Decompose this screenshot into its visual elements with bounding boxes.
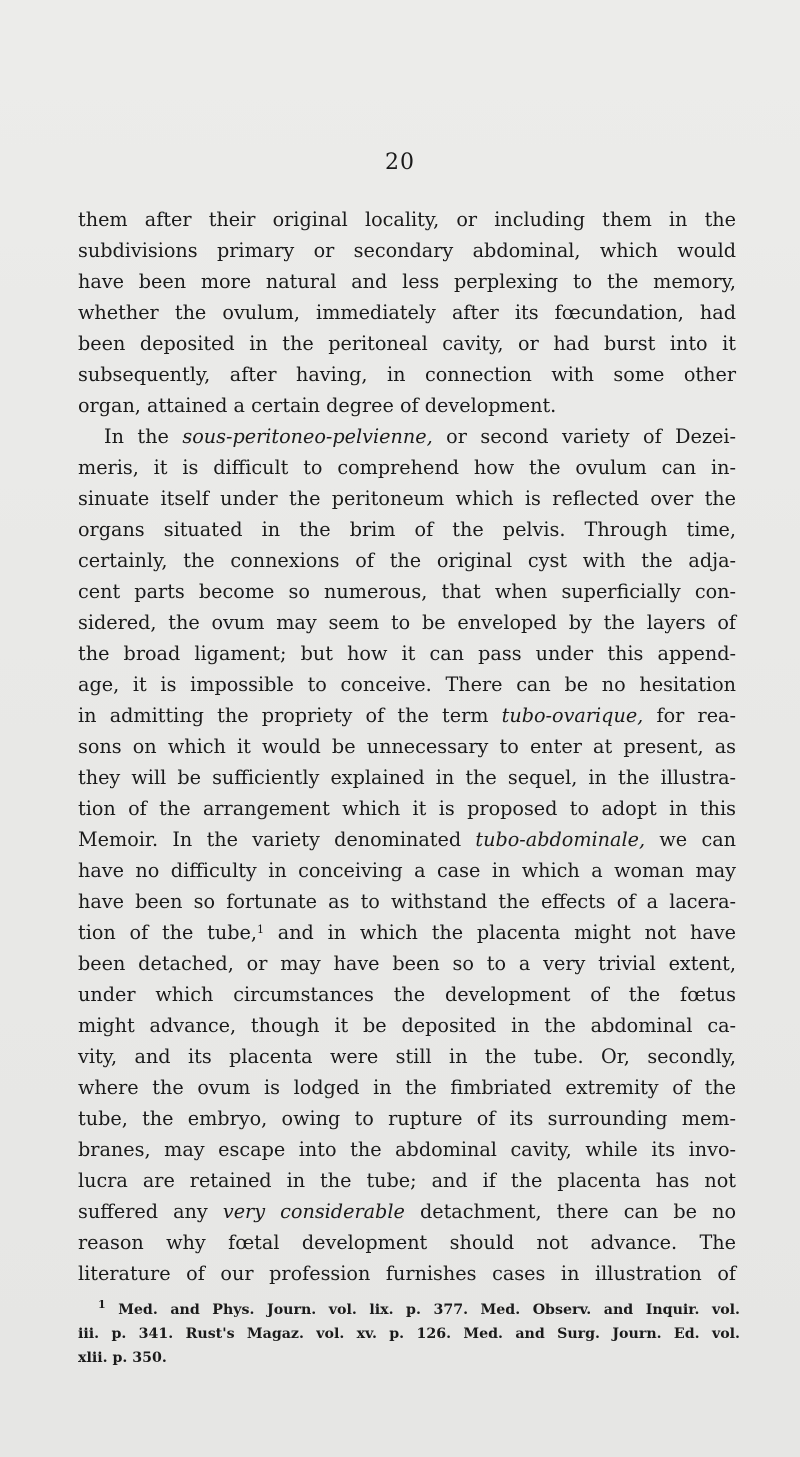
text-segment: organ, attained a certain degree of development. <box>78 394 557 417</box>
text-line <box>78 1134 736 1165</box>
text-line <box>78 576 736 607</box>
text-line <box>78 452 736 483</box>
text-line <box>78 1196 736 1227</box>
text-line <box>78 824 736 855</box>
text-line <box>78 948 736 979</box>
footnotes <box>78 1298 740 1370</box>
text-line <box>78 1258 736 1289</box>
text-segment: the broad ligament; but how it can pass under this append- <box>78 642 736 665</box>
text-segment: and in which the placenta might not have <box>263 921 737 944</box>
text-line <box>78 297 736 328</box>
text-line <box>78 1165 736 1196</box>
text-segment: been deposited in the peritoneal cavity, or had burst into it <box>78 332 736 355</box>
text-segment: Memoir. In the variety denominated <box>78 828 476 851</box>
text-segment: tion of the arrangement which it is proposed to adopt in this <box>78 797 736 820</box>
text-line <box>78 607 736 638</box>
footnote-marker: 1 <box>98 1298 106 1311</box>
text-line <box>78 669 736 700</box>
text-segment: certainly, the connexions of the original cyst with the adja- <box>78 549 736 572</box>
text-segment: might advance, though it be deposited in the abdominal ca- <box>78 1014 736 1037</box>
text-line <box>78 1072 736 1103</box>
text-line <box>78 1010 736 1041</box>
text-segment: sons on which it would be unnecessary to enter at present, as <box>78 735 736 758</box>
italic-term: very considerable <box>222 1200 405 1223</box>
text-segment: we can <box>645 828 736 851</box>
text-segment: sinuate itself under the peritoneum which is reflected over the <box>78 487 736 510</box>
text-segment: detachment, there can be no <box>404 1200 737 1223</box>
text-segment: reason why fœtal development should not advance. The <box>78 1231 736 1254</box>
text-line <box>78 266 736 297</box>
text-line <box>78 235 736 266</box>
text-segment: under which circumstances the development of the fœtus <box>78 983 736 1006</box>
body-text <box>78 204 736 1289</box>
text-segment: branes, may escape into the abdominal cavity, while its invo- <box>78 1138 736 1161</box>
footnote-line <box>78 1298 740 1322</box>
text-line <box>78 979 736 1010</box>
text-segment: in admitting the propriety of the term <box>78 704 502 727</box>
text-line <box>78 390 736 421</box>
footnote-marker: 1 <box>256 923 264 936</box>
text-line <box>78 483 736 514</box>
footnote-line <box>78 1346 740 1370</box>
text-segment: Med. and Phys. Journ. vol. lix. p. 377. Med. Observ. and Inquir. vol. <box>105 1302 740 1318</box>
text-line <box>78 1227 736 1258</box>
text-segment: where the ovum is lodged in the fimbriated extremity of the <box>78 1076 736 1099</box>
text-segment: lucra are retained in the tube; and if the placenta has not <box>78 1169 736 1192</box>
text-segment: have been so fortunate as to withstand the effects of a lacera- <box>78 890 736 913</box>
text-line <box>78 545 736 576</box>
text-segment: for rea- <box>643 704 736 727</box>
text-line <box>78 1103 736 1134</box>
text-segment: they will be sufficiently explained in the sequel, in the illustra- <box>78 766 736 789</box>
text-segment: them after their original locality, or including them in the <box>78 208 736 231</box>
text-line <box>78 886 736 917</box>
text-segment: or second variety of Dezei- <box>432 425 736 448</box>
italic-term: tubo-abdominale, <box>475 828 646 851</box>
text-line <box>78 328 736 359</box>
text-segment: been detached, or may have been so to a very trivial extent, <box>78 952 736 975</box>
text-line <box>78 793 736 824</box>
text-segment: subsequently, after having, in connection with some other <box>78 363 736 386</box>
text-segment: sidered, the ovum may seem to be enveloped by the layers of <box>78 611 736 634</box>
text-segment: age, it is impossible to conceive. There can be no hesitation <box>78 673 736 696</box>
text-segment: vity, and its placenta were still in the tube. Or, secondly, <box>78 1045 736 1068</box>
text-line <box>78 514 736 545</box>
page-number: 20 <box>385 150 415 175</box>
text-segment: cent parts become so numerous, that when superficially con- <box>78 580 736 603</box>
text-line <box>78 421 736 452</box>
italic-term: tubo-ovarique, <box>501 704 644 727</box>
text-segment: In the <box>104 425 183 448</box>
text-line <box>78 855 736 886</box>
text-line <box>78 1041 736 1072</box>
text-segment: suffered any <box>78 1200 223 1223</box>
text-segment: organs situated in the brim of the pelvis. Through time, <box>78 518 736 541</box>
text-line <box>78 731 736 762</box>
text-line <box>78 700 736 731</box>
text-segment: iii. p. 341. Rust's Magaz. vol. xv. p. 126. Med. and Surg. Journ. Ed. vol. <box>78 1326 740 1342</box>
text-segment: xlii. p. 350. <box>78 1350 167 1366</box>
text-segment: tube, the embryo, owing to rupture of its surrounding mem- <box>78 1107 736 1130</box>
text-line <box>78 638 736 669</box>
text-line <box>78 762 736 793</box>
text-segment: literature of our profession furnishes cases in illustration of <box>78 1262 736 1285</box>
text-segment: have no difficulty in conceiving a case in which a woman may <box>78 859 736 882</box>
text-segment: tion of the tube, <box>78 921 257 944</box>
footnote-line <box>78 1322 740 1346</box>
text-line <box>78 917 736 948</box>
text-segment: have been more natural and less perplexing to the memory, <box>78 270 736 293</box>
text-line <box>78 204 736 235</box>
text-segment: meris, it is difficult to comprehend how the ovulum can in- <box>78 456 736 479</box>
italic-term: sous-peritoneo-pelvienne, <box>182 425 433 448</box>
text-segment: whether the ovulum, immediately after its fœcundation, had <box>78 301 736 324</box>
text-line <box>78 359 736 390</box>
text-segment: subdivisions primary or secondary abdominal, which would <box>78 239 736 262</box>
